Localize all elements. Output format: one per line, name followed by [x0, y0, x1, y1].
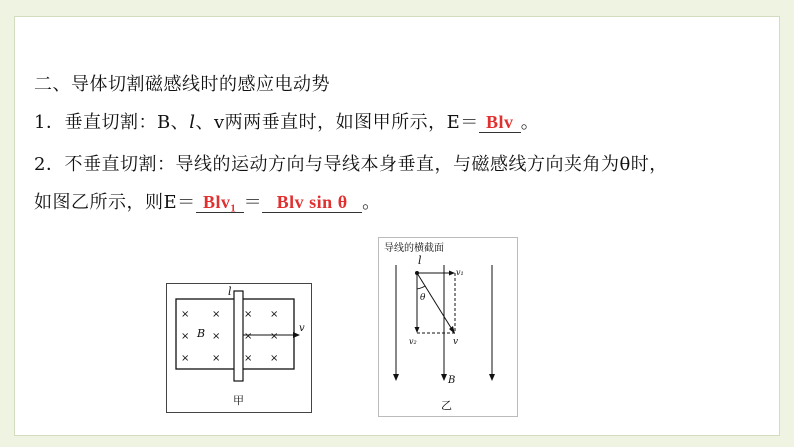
field-label: B	[197, 327, 206, 340]
cross-mark: ×	[181, 353, 190, 364]
item-1-l: l	[189, 112, 196, 133]
cross-mark: ×	[212, 331, 221, 342]
frame-bottom	[0, 436, 794, 447]
cross-mark: ×	[270, 309, 279, 320]
item-2-suffix: 。	[362, 192, 381, 213]
item-1-suffix: 。	[520, 112, 540, 133]
figure-jia-caption: 甲	[233, 394, 244, 407]
figure-yi	[378, 237, 518, 417]
figure-yi-caption: 乙	[441, 399, 452, 412]
answer-blank-2	[196, 192, 244, 213]
item-1-middle: 、v两两垂直时，如图甲所示，E＝	[195, 112, 479, 133]
frame-left	[0, 0, 14, 447]
item-2-eq: ＝	[243, 192, 263, 213]
answer-blank-3	[262, 192, 362, 213]
figure-yi-border	[379, 238, 518, 417]
cross-mark: ×	[270, 331, 279, 342]
cross-mark: ×	[212, 353, 221, 364]
item-2-line-2	[34, 188, 381, 214]
section-heading: 二、导体切割磁感线时的感应电动势	[34, 74, 330, 95]
v1-label: v₁	[456, 268, 464, 277]
frame-top	[0, 0, 794, 16]
field-label: B	[448, 375, 456, 386]
cross-mark: ×	[244, 331, 253, 342]
wire-label: l	[418, 254, 422, 267]
v2-label: v₂	[409, 337, 417, 346]
item-1-prefix: 1．垂直切割：B、	[34, 112, 190, 133]
cross-mark: ×	[181, 309, 190, 320]
figure-jia	[166, 283, 312, 413]
velocity-label: v	[299, 323, 305, 334]
answer-1: Blv	[486, 112, 514, 132]
v-label: v	[453, 337, 459, 347]
frame-right	[780, 0, 794, 447]
conducting-rod	[234, 291, 243, 381]
cross-mark: ×	[244, 353, 253, 364]
figure-yi-title: 导线的横截面	[384, 243, 444, 254]
item-2-line-1: 2．不垂直切割：导线的运动方向与导线本身垂直，与磁感线方向夹角为θ时，	[34, 154, 668, 175]
item-2-prefix: 如图乙所示，则E＝	[34, 192, 196, 213]
cross-mark: ×	[181, 331, 190, 342]
cross-mark: ×	[270, 353, 279, 364]
answer-3: Blv sin θ	[276, 192, 348, 212]
rod-label: l	[228, 285, 232, 298]
angle-label: θ	[420, 293, 426, 303]
answer-2: Blv₁	[202, 192, 237, 212]
cross-mark: ×	[212, 309, 221, 320]
answer-blank-1	[479, 112, 521, 133]
cross-mark: ×	[244, 309, 253, 320]
item-1	[34, 108, 539, 134]
